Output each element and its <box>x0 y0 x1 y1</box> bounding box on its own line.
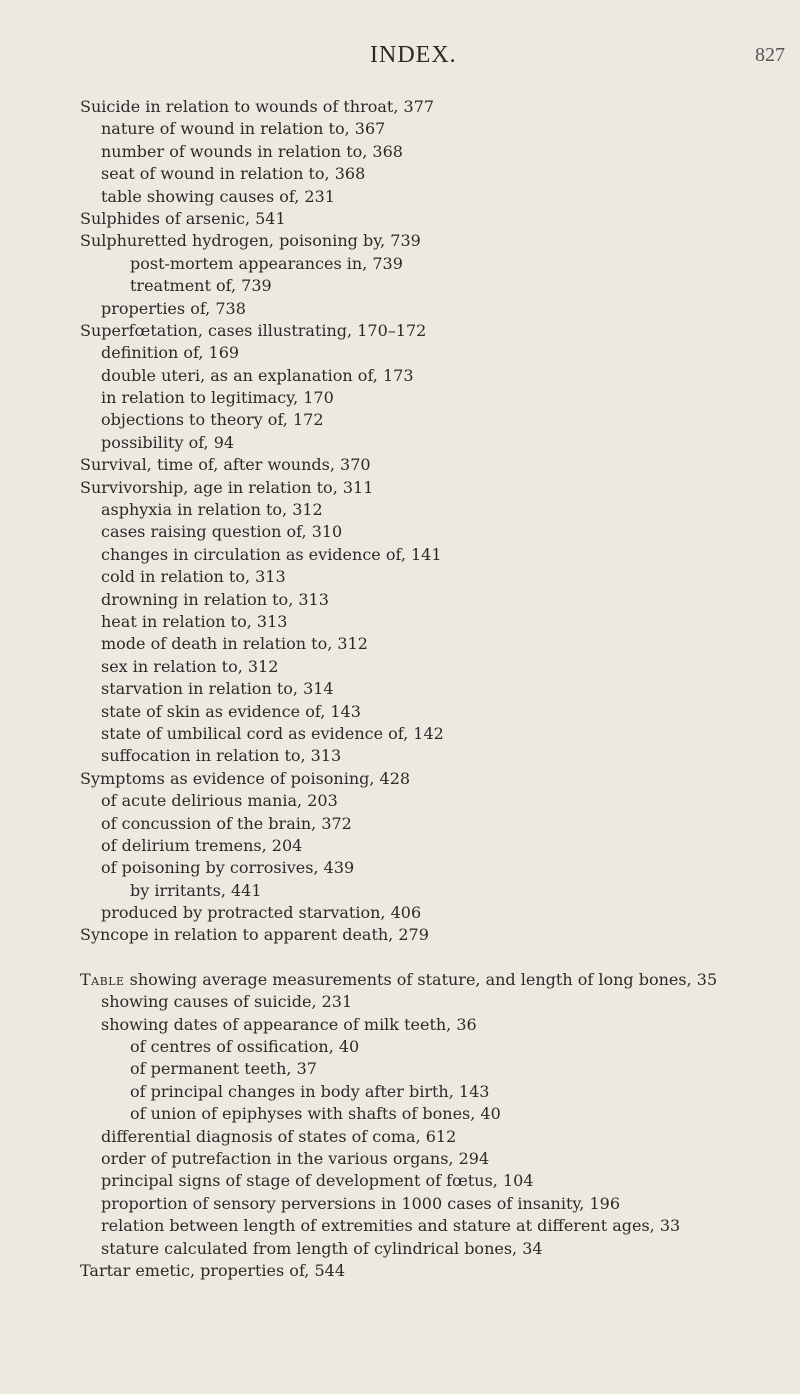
index-subentry: definition of, 169 <box>101 343 240 363</box>
index-subentry: nature of wound in relation to, 367 <box>101 119 386 139</box>
index-subentry: properties of, 738 <box>101 298 246 318</box>
index-subentry: showing dates of appearance of milk teeth, 36 <box>101 1014 477 1034</box>
index-subentry: of poisoning by corrosives, 439 <box>101 858 355 878</box>
index-subentry: produced by protracted starvation, 406 <box>101 903 422 923</box>
index-subentry: of principal changes in body after birth, 143 <box>130 1081 490 1101</box>
index-entry: Symptoms as evidence of poisoning, 428 <box>80 768 411 788</box>
index-subentry: relation between length of extremities and stature at different ages, 33 <box>101 1216 681 1236</box>
index-entry: Sulphuretted hydrogen, poisoning by, 739 <box>80 231 421 251</box>
index-subentry: principal signs of stage of development of fœtus, 104 <box>101 1171 534 1191</box>
index-subentry: in relation to legitimacy, 170 <box>101 388 334 408</box>
index-subentry: changes in circulation as evidence of, 141 <box>101 544 442 564</box>
index-subentry: post-mortem appearances in, 739 <box>130 253 403 273</box>
group-gap <box>0 947 800 969</box>
index-entry: Tartar emetic, properties of, 544 <box>80 1260 345 1280</box>
index-subentry: drowning in relation to, 313 <box>101 589 329 609</box>
index-entry: Sulphides of arsenic, 541 <box>80 208 286 228</box>
index-entry-table <box>0 969 800 991</box>
index-subentry: state of skin as evidence of, 143 <box>101 701 361 721</box>
index-subentry: state of umbilical cord as evidence of, 142 <box>101 723 444 743</box>
index-subentry: of delirium tremens, 204 <box>101 835 303 855</box>
index-subentry: possibility of, 94 <box>101 432 235 452</box>
index-subentry: objections to theory of, 172 <box>101 410 324 430</box>
table-heading-rest: showing average measurements of stature, and length of long bones, 35 <box>124 969 718 989</box>
index-subentry: order of putrefaction in the various organs, 294 <box>101 1148 490 1168</box>
index-subentry: double uteri, as an explanation of, 173 <box>101 365 414 385</box>
table-keyword: Table <box>80 969 125 989</box>
index-entry: Survivorship, age in relation to, 311 <box>80 477 374 497</box>
index-subentry: of concussion of the brain, 372 <box>101 813 352 833</box>
index-entry: Survival, time of, after wounds, 370 <box>80 455 371 475</box>
index-subentry: mode of death in relation to, 312 <box>101 634 368 654</box>
page-header <box>0 38 800 78</box>
index-subentry: seat of wound in relation to, 368 <box>101 164 366 184</box>
index-subentry: of union of epiphyses with shafts of bones, 40 <box>130 1104 501 1124</box>
index-body <box>0 96 800 1282</box>
index-subentry: showing causes of suicide, 231 <box>101 992 353 1012</box>
index-subentry: cold in relation to, 313 <box>101 567 286 587</box>
index-subentry: of centres of ossification, 40 <box>130 1037 360 1057</box>
index-subentry: suffocation in relation to, 313 <box>101 746 342 766</box>
index-subentry: stature calculated from length of cylindrical bones, 34 <box>101 1238 543 1258</box>
index-subentry: starvation in relation to, 314 <box>101 679 334 699</box>
index-group-t <box>0 991 800 1282</box>
index-subentry: treatment of, 739 <box>130 276 272 296</box>
index-subentry: proportion of sensory perversions in 1000 cases of insanity, 196 <box>101 1193 621 1213</box>
index-subentry: sex in relation to, 312 <box>101 656 279 676</box>
index-subentry: of acute delirious mania, 203 <box>101 791 338 811</box>
index-subentry: differential diagnosis of states of coma, 612 <box>101 1126 457 1146</box>
index-entry: Syncope in relation to apparent death, 279 <box>80 925 429 945</box>
index-subentry: of permanent teeth, 37 <box>130 1059 317 1079</box>
index-subentry: heat in relation to, 313 <box>101 611 288 631</box>
index-subentry: number of wounds in relation to, 368 <box>101 141 403 161</box>
running-title: INDEX. <box>370 42 457 68</box>
page-number: 827 <box>755 44 785 66</box>
index-subentry: asphyxia in relation to, 312 <box>101 500 323 520</box>
index-entry: Superfœtation, cases illustrating, 170–172 <box>80 320 427 340</box>
index-subentry: by irritants, 441 <box>130 880 262 900</box>
index-group-s <box>0 96 800 947</box>
index-entry: Suicide in relation to wounds of throat, 377 <box>80 97 435 116</box>
index-subentry: cases raising question of, 310 <box>101 522 343 542</box>
index-subentry: table showing causes of, 231 <box>101 186 335 206</box>
